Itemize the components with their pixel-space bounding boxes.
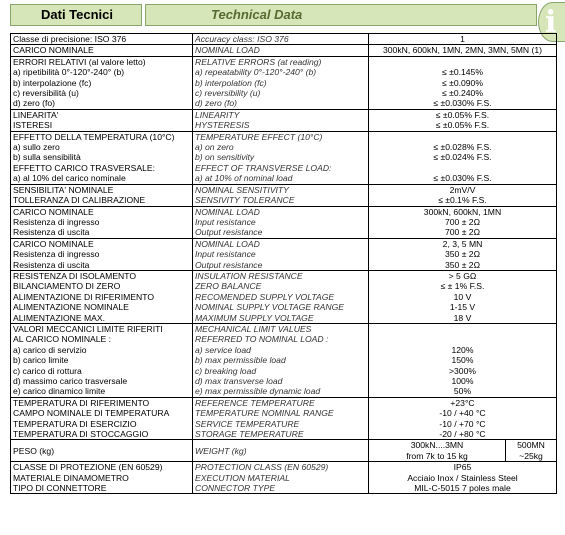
weight-amount: from 7k to 15 kg [406,450,468,461]
label-italian-line: CARICO NOMINALE [13,238,94,249]
label-english-line: b) max permissible load [195,355,286,366]
value [369,397,557,440]
value-line: ≤ ±0.05% F.S. [435,120,490,131]
label-italian [11,131,193,184]
value-line: -10 / +40 °C [439,408,486,419]
label-english-line: HYSTERESIS [195,120,250,131]
value-line [371,132,554,142]
weight-label-italian: PESO (kg) [11,440,193,462]
label-italian [11,109,193,131]
label-english-line: a) repeatability 0°-120°-240° (b) [195,67,317,78]
table-row [11,397,557,440]
label-english-line: NOMINAL SENSITIVITY [195,184,289,195]
value-line: 1 [460,34,465,44]
label-english-line: REFERENCE TEMPERATURE [195,397,315,408]
value-line: > 5 GΩ [448,270,477,281]
table-row [11,206,557,238]
value-line [371,324,554,334]
weight-label-english: WEIGHT (kg) [193,440,369,462]
label-italian-line: Classe di precisione: ISO 376 [13,34,127,44]
label-english-line: ZERO BALANCE [195,281,262,292]
label-english [193,56,369,109]
label-italian-line: Resistenza di uscita [13,259,90,270]
label-english-line: c) breaking load [195,365,257,376]
label-italian-line: SENSIBILITA' NOMINALE [13,184,114,195]
table-row [11,109,557,131]
value-line: ≤ ±0.024% F.S. [433,152,492,163]
value-line: 150% [451,355,474,366]
label-english-line: LINEARITY [195,109,240,120]
label-italian-line: EFFETTO DELLA TEMPERATURA (10°C) [13,131,175,142]
value [369,184,557,206]
label-english-line: TEMPERATURE NOMINAL RANGE [195,408,334,419]
value-line: 50% [453,386,472,397]
label-italian-line: b) carico limite [13,355,69,366]
label-english-line: INSULATION RESISTANCE [195,270,303,281]
label-english-line: a) service load [195,344,251,355]
value-line: -10 / +70 °C [439,418,486,429]
label-italian [11,184,193,206]
table-row [11,131,557,184]
label-english-line: SERVICE TEMPERATURE [195,418,300,429]
value-line: IP65 [453,462,472,473]
value-line: 350 ± 2Ω [444,249,481,260]
value [369,206,557,238]
label-english [193,397,369,440]
label-italian-line: VALORI MECCANICI LIMITE RIFERITI [13,323,163,334]
technical-data-table [10,33,557,494]
header-english [145,4,537,26]
label-italian-line: d) zero (fo) [13,98,56,109]
label-italian-line: ALIMENTAZIONE NOMINALE [13,302,129,313]
label-english-line: Output resistance [195,259,263,270]
label-english-line: a) at 10% of nominal load [195,173,293,184]
label-italian-line: TEMPERATURA DI RIFERIMENTO [13,397,150,408]
table-row [11,323,557,397]
label-italian-line: CARICO NOMINALE [13,206,94,217]
value-line: >300% [449,365,476,376]
value [369,270,557,323]
table-row [11,56,557,109]
label-italian-line: TEMPERATURA DI STOCCAGGIO [13,429,149,440]
label-italian-line: Resistenza di ingresso [13,249,100,260]
value-line: -20 / +80 °C [439,429,486,440]
value-line: ≤ ±0.028% F.S. [433,142,492,153]
weight-values [369,440,557,462]
value [369,34,557,45]
label-italian-line: MATERIALE DINAMOMETRO [13,472,129,483]
label-italian [11,270,193,323]
value-line: ≤ ±0.05% F.S. [435,109,490,120]
label-english-line: EXECUTION MATERIAL [195,472,290,483]
label-italian-line: ERRORI RELATIVI (al valore letto) [13,56,146,67]
label-italian-line: TEMPERATURA DI ESERCIZIO [13,418,137,429]
label-english-line: Output resistance [195,227,263,238]
value-line: ≤ ± 1% F.S. [440,281,485,292]
label-english-line: MECHANICAL LIMIT VALUES [195,323,312,334]
label-italian [11,238,193,270]
label-italian-line: Resistenza di uscita [13,227,90,238]
label-english-line: d) max transverse load [195,376,283,386]
label-italian-line: a) sullo zero [13,142,60,153]
label-english-line: EFFECT OF TRANSVERSE LOAD: [195,162,332,173]
weight-amount-b: ~25kg [519,450,543,461]
weight-value-a [369,440,506,461]
label-english-line: Input resistance [195,216,256,227]
value-line: 2mV/V [449,184,476,195]
label-italian [11,34,193,45]
table-row [11,462,557,494]
label-italian-line: ALIMENTAZIONE DI RIFERIMENTO [13,291,155,302]
label-english-line: NOMINAL LOAD [195,45,260,56]
label-italian-line: CARICO NOMINALE [13,45,94,56]
label-italian [11,45,193,56]
label-italian [11,56,193,109]
value-line: 120% [451,344,474,355]
label-italian-line: c) reversibilità (u) [13,88,79,99]
label-italian-line: AL CARICO NOMINALE : [13,334,112,345]
table-row [11,184,557,206]
label-english-line: SENSIVITY TOLERANCE [195,195,295,206]
value-line: ≤ ±0.145% [442,67,483,78]
label-english-line: CONNECTOR TYPE [195,483,276,494]
value [369,238,557,270]
label-english [193,109,369,131]
label-italian-line: d) massimo carico trasversale [13,376,128,386]
header-english-title: Technical Data [211,7,303,22]
table-row [11,45,557,56]
value-line: 100% [451,376,474,386]
table-row [11,238,557,270]
label-english-line: d) zero (fo) [195,98,238,109]
label-italian-line: a) ripetibilità 0°-120°-240° (b) [13,67,125,78]
label-english [193,238,369,270]
label-italian-line: CLASSE DI PROTEZIONE (EN 60529) [13,462,163,473]
value-line: 350 ± 2Ω [444,259,481,270]
value-line: ≤ ±0.1% F.S. [438,195,487,206]
label-english-line: c) reversibility (u) [195,88,261,99]
label-italian [11,323,193,397]
weight-row [11,440,557,462]
value-line: 2, 3, 5 MN [442,238,483,249]
label-english [193,206,369,238]
value-line: ≤ ±0.240% [442,88,483,99]
label-english-line: b) interpolation (fc) [195,77,267,88]
value-line: 18 V [453,312,472,323]
value-line: MIL-C-5015 7 poles male [414,483,511,494]
label-english-line: a) on zero [195,142,234,153]
value [369,109,557,131]
label-italian-line: c) carico di rottura [13,365,82,376]
label-italian-line: LINEARITA' [13,109,59,120]
value [369,56,557,109]
label-english [193,270,369,323]
table-row [11,270,557,323]
label-english-line: TEMPERATURE EFFECT (10°C) [195,131,323,142]
label-english [193,34,369,45]
value-line [371,163,554,173]
label-italian-line: TIPO DI CONNETTORE [13,483,107,494]
weight-range: 300kN....3MN [410,440,464,451]
value-line: 700 ± 2Ω [444,216,481,227]
value-line: 300kN, 600kN, 1MN, 2MN, 3MN, 5MN (1) [382,45,543,56]
value-line: ≤ ±0.030% F.S. [433,98,492,109]
label-english-line: b) on sensitivity [195,152,255,163]
label-english-line: RELATIVE ERRORS (at reading) [195,56,322,67]
label-italian-line: Resistenza di ingresso [13,216,100,227]
value-line: 1-15 V [449,302,476,313]
label-italian [11,397,193,440]
label-italian-line: RESISTENZA DI ISOLAMENTO [13,270,137,281]
info-icon-glyph: i [545,5,557,40]
table-row [11,34,557,45]
label-english-line: PROTECTION CLASS (EN 60529) [195,462,329,473]
label-english-line: STORAGE TEMPERATURE [195,429,304,440]
value-line: 10 V [453,291,472,302]
value-line: ≤ ±0.030% F.S. [433,173,492,184]
label-italian-line: e) carico dinamico limite [13,386,106,397]
label-italian-line: b) sulla sensibilità [13,152,81,163]
value [369,323,557,397]
value-line [371,334,554,344]
value [369,462,557,494]
value-line [371,57,554,67]
label-italian-line: EFFETTO CARICO TRASVERSALE: [13,162,155,173]
label-italian [11,206,193,238]
label-english [193,184,369,206]
label-italian [11,462,193,494]
weight-value-b [506,440,556,461]
label-italian-line: TOLLERANZA DI CALIBRAZIONE [13,195,146,206]
value [369,131,557,184]
value-line: ≤ ±0.090% [442,77,483,88]
label-english-line: NOMINAL SUPPLY VOLTAGE RANGE [195,302,345,313]
value-line: Acciaio Inox / Stainless Steel [407,472,518,483]
value-line: +23°C [450,397,475,408]
label-italian-line: a) al 10% del carico nominale [13,173,126,184]
label-english [193,462,369,494]
label-italian-line: b) interpolazione (fc) [13,77,92,88]
value [369,45,557,56]
label-english-line: REFERRED TO NOMINAL LOAD : [195,334,329,345]
value-line: 700 ± 2Ω [444,227,481,238]
value-line: 300kN, 600kN, 1MN [423,206,502,217]
label-english-line: Accuracy class: ISO 376 [195,34,289,44]
header-italian [10,4,142,26]
label-italian-line: a) carico di servizio [13,344,87,355]
label-english-line: Input resistance [195,249,256,260]
label-english-line: MAXIMUM SUPPLY VOLTAGE [195,312,314,323]
label-italian-line: CAMPO NOMINALE DI TEMPERATURA [13,408,170,419]
label-italian-line: BILANCIAMENTO DI ZERO [13,281,121,292]
label-english [193,131,369,184]
header-italian-title: Dati Tecnici [41,7,114,22]
label-english [193,323,369,397]
label-english-line: e) max permissible dynamic load [195,386,321,397]
label-english-line: RECOMENDED SUPPLY VOLTAGE [195,291,335,302]
weight-range-b: 500MN [517,440,545,451]
label-italian-line: ISTERESI [13,120,53,131]
label-english-line: NOMINAL LOAD [195,206,260,217]
label-italian-line: ALIMENTAZIONE MAX. [13,312,105,323]
label-english-line: NOMINAL LOAD [195,238,260,249]
label-english [193,45,369,56]
